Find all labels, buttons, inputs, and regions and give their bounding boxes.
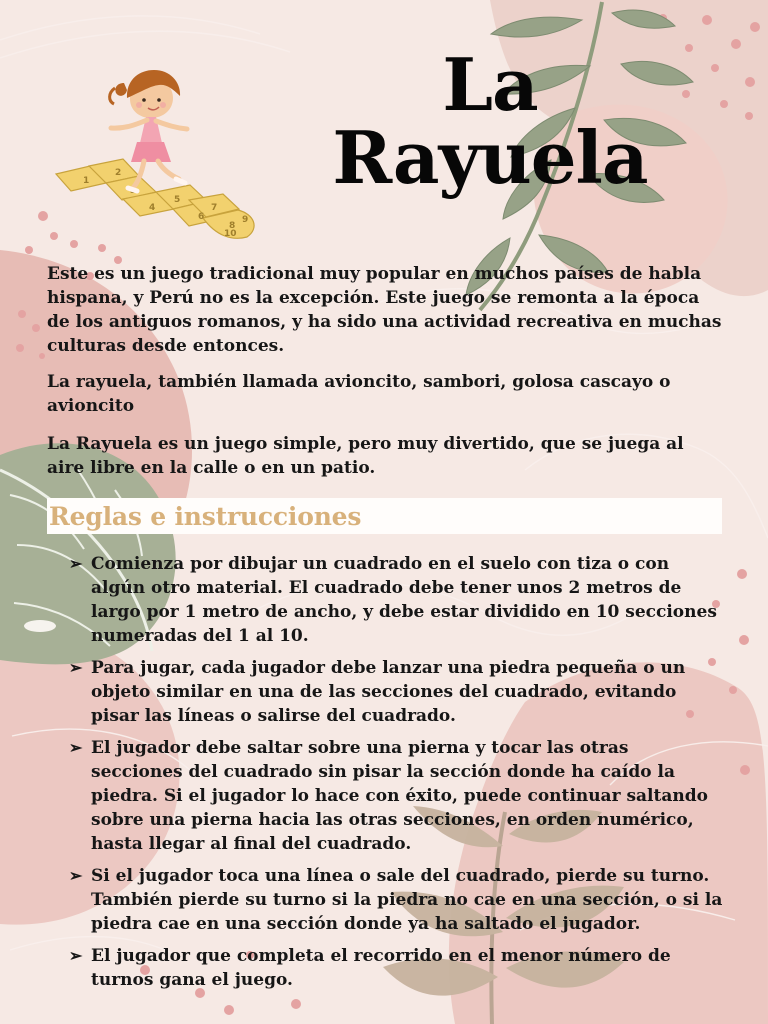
hopscotch-number: 8 (229, 221, 236, 231)
rule-text: El jugador debe saltar sobre una pierna y tocar las otras secciones del cuadrado sin pisar la sección donde ha caído la piedra. Si el jugador lo hace con éxito, puede continuar saltando sobre una pierna hacia las otras secciones, en orden numérico, hasta llegar al final del cuadrado. (91, 738, 708, 854)
summary-paragraph: La Rayuela es un juego simple, pero muy divertido, que se juega al aire libre en la calle o en un patio. (47, 434, 684, 478)
hopscotch-number: 3 (130, 186, 137, 196)
hopscotch-number: 4 (149, 203, 156, 213)
arrow-bullet-icon: ➢ (69, 946, 83, 965)
hopscotch-number: 10 (224, 229, 237, 239)
names-paragraph: La rayuela, también llamada avioncito, sambori, golosa cascayo o avioncito (47, 372, 671, 416)
page-title (325, 42, 655, 201)
arrow-bullet-icon: ➢ (69, 658, 83, 677)
hopscotch-number: 9 (242, 215, 249, 225)
rule-item (47, 552, 723, 648)
rule-item (47, 656, 723, 728)
rules-heading: Reglas e instrucciones (49, 501, 362, 531)
rule-text: Para jugar, cada jugador debe lanzar una piedra pequeña o un objeto similar en una de las secciones del cuadrado, evitando pisar las líneas o salirse del cuadrado. (91, 658, 686, 726)
rule-text: El jugador que completa el recorrido en el menor número de turnos gana el juego. (91, 946, 671, 990)
rule-item (47, 944, 723, 992)
hopscotch-number: 6 (198, 212, 205, 222)
arrow-bullet-icon: ➢ (69, 554, 83, 573)
hopscotch-number: 1 (83, 176, 90, 186)
hopscotch-number: 7 (211, 203, 218, 213)
rule-item (47, 864, 723, 936)
rule-text: Si el jugador toca una línea o sale del cuadrado, pierde su turno. También pierde su turno si la piedra no cae en una sección, o si la piedra cae en una sección donde ya ha saltado el jugador. (91, 866, 723, 934)
intro-paragraph: Este es un juego tradicional muy popular en muchos países de habla hispana, y Perú no es la excepción. Este juego se remonta a la época de los antiguos romanos, y ha sido una actividad recreativa en muchas culturas desde entonces. (47, 264, 722, 356)
rules-heading-box (47, 498, 722, 534)
girl-hopscotch-icon (48, 70, 260, 242)
arrow-bullet-icon: ➢ (69, 866, 83, 885)
arrow-bullet-icon: ➢ (69, 738, 83, 757)
hopscotch-number: 2 (115, 168, 122, 178)
page-title-line-1: La (442, 42, 538, 127)
rule-text: Comienza por dibujar un cuadrado en el suelo con tiza o con algún otro material. El cuadrado debe tener unos 2 metros de largo por 1 metro de ancho, y debe estar dividido en 10 secciones numeradas del 1 al 10. (91, 554, 717, 646)
document-content (47, 262, 722, 1000)
page-title-line-2: Rayuela (332, 115, 648, 201)
hopscotch-number: 5 (174, 195, 181, 205)
rules-list (47, 552, 723, 992)
rule-item (47, 736, 723, 856)
